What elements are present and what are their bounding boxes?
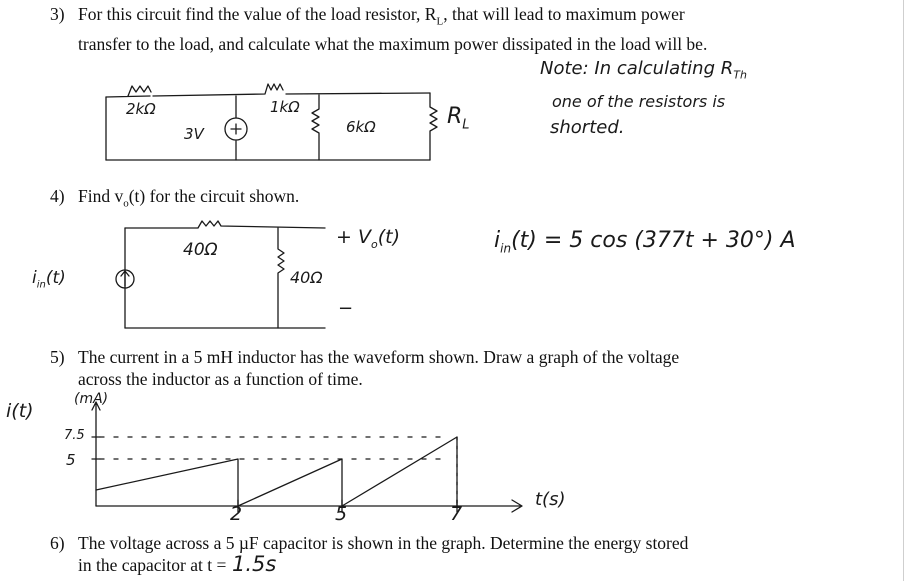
question-text-line: in the capacitor at t = [78, 555, 227, 575]
c4-label-minus: − [338, 298, 354, 319]
g5-tick-7-5: 7.5 [64, 428, 85, 443]
c4-label-iin: $i_{in}(t)$ [32, 268, 66, 291]
question-text-line: The voltage across a 5 µF capacitor is shown in the graph. Determine the energy stored [78, 533, 689, 553]
c4-40-resistor [278, 228, 284, 328]
c4-source-equation: $i_{in}(t) = 5$ cos (377t + 30°) A [494, 228, 796, 256]
c3-label-6k: 6kΩ [346, 118, 376, 136]
question-text-line: transfer to the load, and calculate what the maximum power dissipated in the load will be. [78, 33, 708, 54]
g5-x-axis [96, 500, 522, 512]
question-number: 6) [50, 533, 65, 553]
g5-x-axis-label: t(s) [535, 489, 566, 510]
q6-time-value: 1.5s [232, 552, 277, 576]
c3-6k-branch [312, 95, 319, 160]
c3-label-2k: 2kΩ [126, 100, 156, 118]
note-line: shorted. [550, 116, 625, 138]
c3-source-plus [231, 124, 241, 134]
question-text-line: Find $v_o(t)$ for the circuit shown. [78, 186, 300, 210]
c4-label-vo: + $V_o(t)$ [336, 226, 400, 251]
g5-tick-5-x: 5 [335, 503, 348, 525]
question-text-line: The current in a 5 mH inductor has the waveform shown. Draw a graph of the voltage [78, 347, 680, 367]
c3-top-wire [106, 84, 430, 97]
c4-top-wire [125, 221, 325, 228]
g5-waveform [96, 437, 457, 506]
g5-y-unit: (mA) [74, 391, 109, 407]
c3-label-rl: $R_L$ [447, 104, 470, 133]
g5-tick-7: 7 [450, 503, 463, 525]
question-text-line: across the inductor as a function of time. [78, 369, 363, 389]
c3-rl-branch [430, 93, 437, 160]
question-text-line: For this circuit find the value of the load resistor, $R_L$, that will lead to maximum power [78, 4, 685, 28]
question-number: 4) [50, 186, 65, 206]
g5-y-axis-label: i(t) [6, 400, 34, 422]
g5-tick-2: 2 [230, 503, 243, 525]
question-number: 5) [50, 347, 65, 367]
note-line: Note: In calculating $R_{Th}$ [540, 58, 747, 82]
note-line: one of the resistors is [552, 91, 726, 111]
c3-label-1k: 1kΩ [270, 98, 300, 116]
c4-source-arrow [121, 271, 129, 286]
c4-label-40-right: 40Ω [290, 268, 323, 287]
c4-label-40-top: 40Ω [183, 240, 218, 260]
g5-tick-5: 5 [66, 451, 76, 469]
g5-tick-marks [92, 437, 457, 512]
c3-label-3v: 3V [184, 125, 204, 143]
question-number: 3) [50, 4, 65, 24]
